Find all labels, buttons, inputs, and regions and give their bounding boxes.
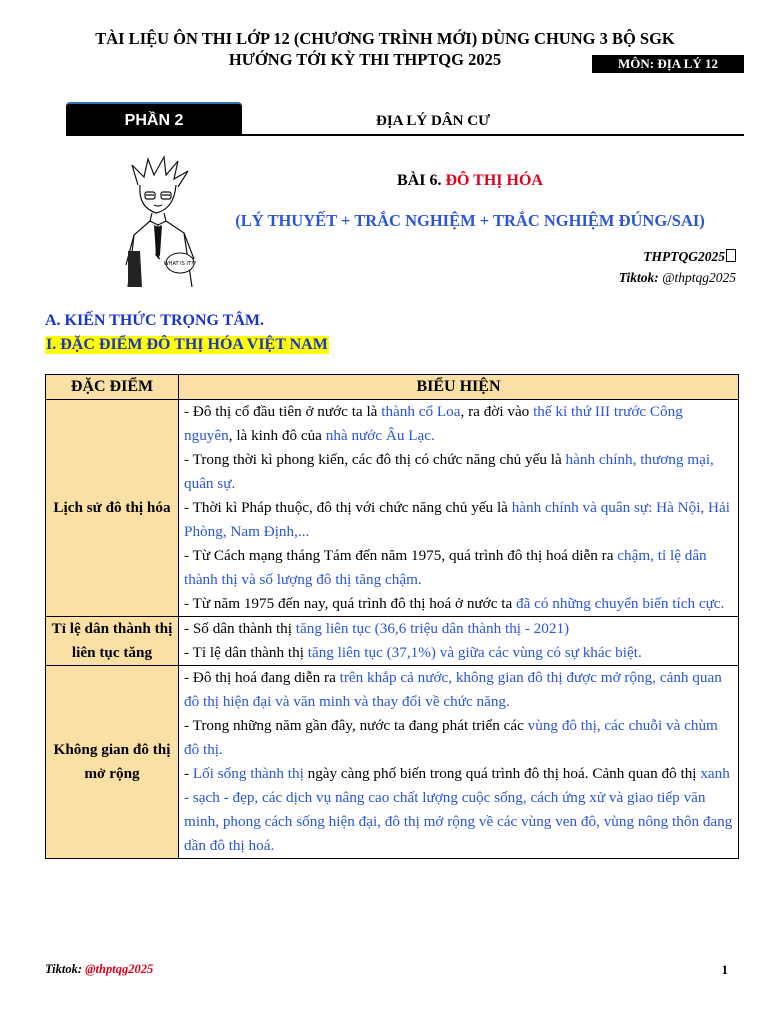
header-line-2: HƯỚNG TỚI KỲ THI THPTQG 2025 [228, 50, 502, 69]
table-row [46, 400, 739, 617]
characteristics-table [45, 374, 739, 859]
column-header: BIỂU HIỆN [179, 375, 739, 400]
highlighted-text: tăng liên tục (36,6 triệu dân thành thị - 2021) [295, 620, 570, 637]
description-line [184, 400, 734, 448]
plain-text: - [184, 765, 193, 782]
plain-text: - Đô thị hoá đang diễn ra [184, 669, 340, 686]
highlighted-text: chậm, tỉ lệ dân thành thị và số lượng đô thị tăng chậm. [184, 547, 707, 588]
description-line [184, 544, 734, 592]
part-title: ĐỊA LÝ DÂN CƯ [375, 113, 491, 129]
column-header: ĐẶC ĐIỂM [46, 375, 179, 400]
footer-tiktok [45, 962, 153, 977]
description-line [184, 641, 734, 665]
table-row [46, 666, 739, 859]
row-description [179, 666, 739, 859]
row-feature: Không gian đô thị mở rộng [46, 666, 179, 859]
plain-text: - Từ Cách mạng tháng Tám đến năm 1975, quá trình đô thị hoá diễn ra [184, 547, 618, 564]
plain-text: ngày càng phố biến trong quá trình đô thị hoá. Cảnh quan đô thị [303, 765, 701, 782]
plain-text: - Thời kì Pháp thuộc, đô thị với chức năng chủ yếu là [184, 499, 512, 516]
highlighted-text: nhà nước Âu Lạc. [325, 427, 435, 444]
row-feature: Tỉ lệ dân thành thị liên tục tăng [46, 617, 179, 666]
header-line-1: TÀI LIỆU ÔN THI LỚP 12 (CHƯƠNG TRÌNH MỚI) DÙNG CHUNG 3 BỘ SGK [95, 29, 675, 48]
description-line [184, 666, 734, 714]
table-row [46, 617, 739, 666]
anime-boy-illustration [118, 155, 200, 287]
table-header-row [46, 375, 739, 400]
placeholder-box-icon [726, 249, 736, 262]
highlighted-text: trên khắp cả nước, không gian đô thị được mở rộng, cảnh quan đô thị hiện đại và văn minh và thay đổi về chức năng. [184, 669, 722, 710]
page-number: 1 [721, 962, 728, 977]
lesson-title [200, 172, 740, 190]
description-line [184, 592, 734, 616]
footer-tiktok-label: Tiktok: [45, 962, 83, 976]
section-a-heading: A. KIẾN THỨC TRỌNG TÂM. [45, 312, 264, 329]
description-line [184, 714, 734, 762]
section-i-heading: I. ĐẶC ĐIỂM ĐÔ THỊ HÓA VIỆT NAM [46, 336, 328, 353]
plain-text: - Tỉ lệ dân thành thị [184, 644, 308, 661]
tiktok-handle: @thptqg2025 [662, 270, 736, 285]
hashtag: THPTQG2025 [643, 249, 736, 265]
highlighted-text: tăng liên tục (37,1%) và giữa các vùng có sự khác biệt. [307, 644, 642, 661]
highlighted-text: đã có những chuyển biến tích cực. [516, 595, 725, 612]
footer-tiktok-handle: @thptqg2025 [85, 962, 154, 976]
plain-text: - Trong những năm gần đây, nước ta đang phát triển các [184, 717, 528, 734]
tiktok-label: Tiktok: [618, 270, 659, 285]
description-line [184, 496, 734, 544]
plain-text: - Số dân thành thị [184, 620, 296, 637]
subject-badge: MÔN: ĐỊA LÝ 12 [592, 55, 744, 73]
row-description [179, 400, 739, 617]
lesson-name: ĐÔ THỊ HÓA [445, 172, 543, 189]
plain-text: - Từ năm 1975 đến nay, quá trình đô thị hoá ở nước ta [184, 595, 516, 612]
plain-text: , ra đời vào [460, 403, 534, 420]
description-line [184, 448, 734, 496]
highlighted-text: hành chính và quân sự: Hà Nội, Hải Phòng, Nam Định,... [184, 499, 730, 540]
plain-text: , là kinh đô của [228, 427, 326, 444]
highlighted-text: hành chính, thương mại, quân sự. [184, 451, 714, 492]
part-divider [242, 134, 744, 136]
highlighted-text: thành cổ Loa [381, 403, 461, 420]
highlighted-text: xanh - sạch - đẹp, các dịch vụ nâng cao chất lượng cuộc sống, cách ứng xử và giao tiếp văn minh, phong cách sống hiện đại, đô thị mở rộng về các vùng ven đô, vùng nông thôn đang dần đô thị hoá. [184, 765, 733, 854]
description-line [184, 762, 734, 858]
highlighted-text: thế kỉ thứ III trước Công nguyên [184, 403, 683, 444]
row-feature: Lịch sử đô thị hóa [46, 400, 179, 617]
highlighted-text: vùng đô thị, các chuỗi và chùm đô thị. [184, 717, 718, 758]
plain-text: - Đô thị cổ đầu tiên ở nước ta là [184, 403, 382, 420]
highlighted-text: Lối sống thành thị [192, 765, 304, 782]
row-description [179, 617, 739, 666]
plain-text: - Trong thời kì phong kiến, các đô thị có chức năng chủ yếu là [184, 451, 566, 468]
part-tab: PHẦN 2 [66, 102, 242, 136]
lesson-number: BÀI 6. [397, 172, 442, 189]
tiktok-credit [619, 270, 736, 286]
description-line [184, 617, 734, 641]
mascot-caption: WHAT IS IT?? [163, 261, 197, 267]
lesson-subtitle: (LÝ THUYẾT + TRẮC NGHIỆM + TRẮC NGHIỆM ĐÚNG/SAI) [235, 211, 705, 230]
